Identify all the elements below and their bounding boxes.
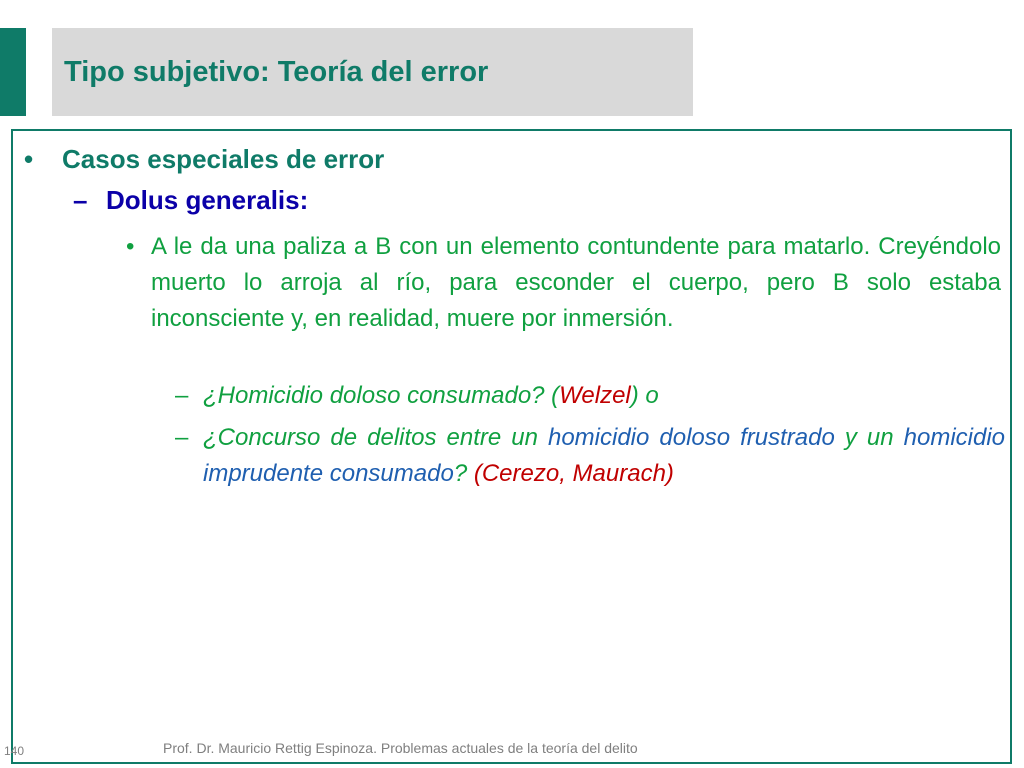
sub-item-text xyxy=(203,378,1005,414)
title-banner xyxy=(52,28,693,116)
sub-item-text xyxy=(203,420,1005,492)
authors-cerezo-maurach: (Cerezo, Maurach) xyxy=(473,460,674,487)
text-segment: ¿Concurso de delitos entre un xyxy=(203,424,548,451)
term-homicidio-imprudente: homicidio imprudente consumado xyxy=(203,424,1006,487)
bullet-marker: • xyxy=(24,144,34,174)
dash-marker: – xyxy=(175,382,189,409)
case-description: A le da una paliza a B con un elemento contundente para matarlo. Creyéndolo muerto lo arroja al río, para esconder el cuerpo, pero B solo estaba inconsciente y, en realidad, muere por inmersión. xyxy=(151,233,1001,332)
bullet-dolus-generalis xyxy=(73,185,473,215)
text-segment: y un xyxy=(834,424,904,451)
page-number: 140 xyxy=(4,744,25,758)
text-segment: ) o xyxy=(630,382,659,409)
text-segment: ¿Homicidio doloso consumado? ( xyxy=(203,382,560,409)
dash-marker: – xyxy=(175,424,189,451)
title-accent-bar xyxy=(0,28,26,116)
slide-title: Tipo subjetivo: Teoría del error xyxy=(64,55,489,88)
text-segment: ? xyxy=(453,460,474,487)
bullet-text: Dolus generalis: xyxy=(106,185,309,215)
author-welzel: Welzel xyxy=(559,382,631,409)
footer-author: Prof. Dr. Mauricio Rettig Espinoza. Problemas actuales de la teoría del delito xyxy=(163,740,638,756)
bullet-text: Casos especiales de error xyxy=(62,144,385,174)
sub-item-concurso-delitos xyxy=(175,420,1005,492)
bullet-casos-especiales xyxy=(24,144,504,174)
bullet-marker: • xyxy=(126,233,135,260)
dash-marker: – xyxy=(73,185,88,215)
sub-item-homicidio-doloso xyxy=(175,378,1005,414)
term-homicidio-frustrado: homicidio doloso frustrado xyxy=(547,424,835,451)
